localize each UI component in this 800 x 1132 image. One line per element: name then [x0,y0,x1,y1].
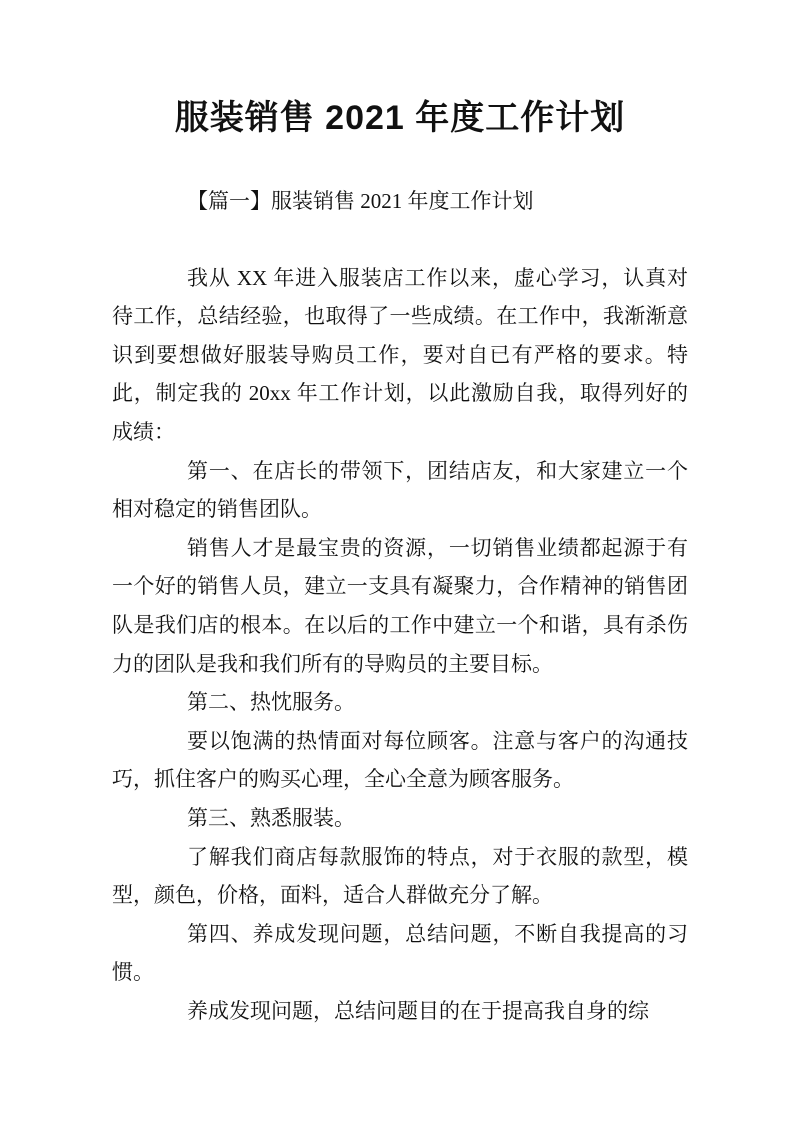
paragraph: 了解我们商店每款服饰的特点，对于衣服的款型，模型，颜色，价格，面料，适合人群做充分了解。 [112,844,688,908]
paragraph: 第三、熟悉服装。 [187,805,355,830]
paragraph: 第二、热忱服务。 [187,690,355,715]
document-title: 服装销售 2021 年度工作计划 [174,99,626,137]
section-heading: 【篇一】服装销售 2021 年度工作计划 [187,189,534,213]
paragraph: 销售人才是最宝贵的资源，一切销售业绩都起源于有一个好的销售人员，建立一支具有凝聚力，合作精神的销售团队是我们店的根本。在以后的工作中建立一个和谐，具有杀伤力的团队是我和我们所有的导购员的主要目标。 [112,535,688,676]
paragraph: 第四、养成发现问题，总结问题，不断自我提高的习惯。 [112,921,688,985]
paragraph: 要以饱满的热情面对每位顾客。注意与客户的沟通技巧，抓住客户的购买心理，全心全意为顾客服务。 [112,728,688,792]
document-body [112,259,688,1031]
paragraph: 我从 XX 年进入服装店工作以来，虚心学习，认真对待工作，总结经验，也取得了一些成绩。在工作中，我渐渐意识到要想做好服装导购员工作，要对自已有严格的要求。特此，制定我的 20xx 年工作计划，以此激励自我，取得列好的成绩： [112,265,688,444]
paragraph: 第一、在店长的带领下，团结店友，和大家建立一个相对稳定的销售团队。 [112,458,688,522]
paragraph: 养成发现问题，总结问题目的在于提高我自身的综 [187,998,649,1023]
